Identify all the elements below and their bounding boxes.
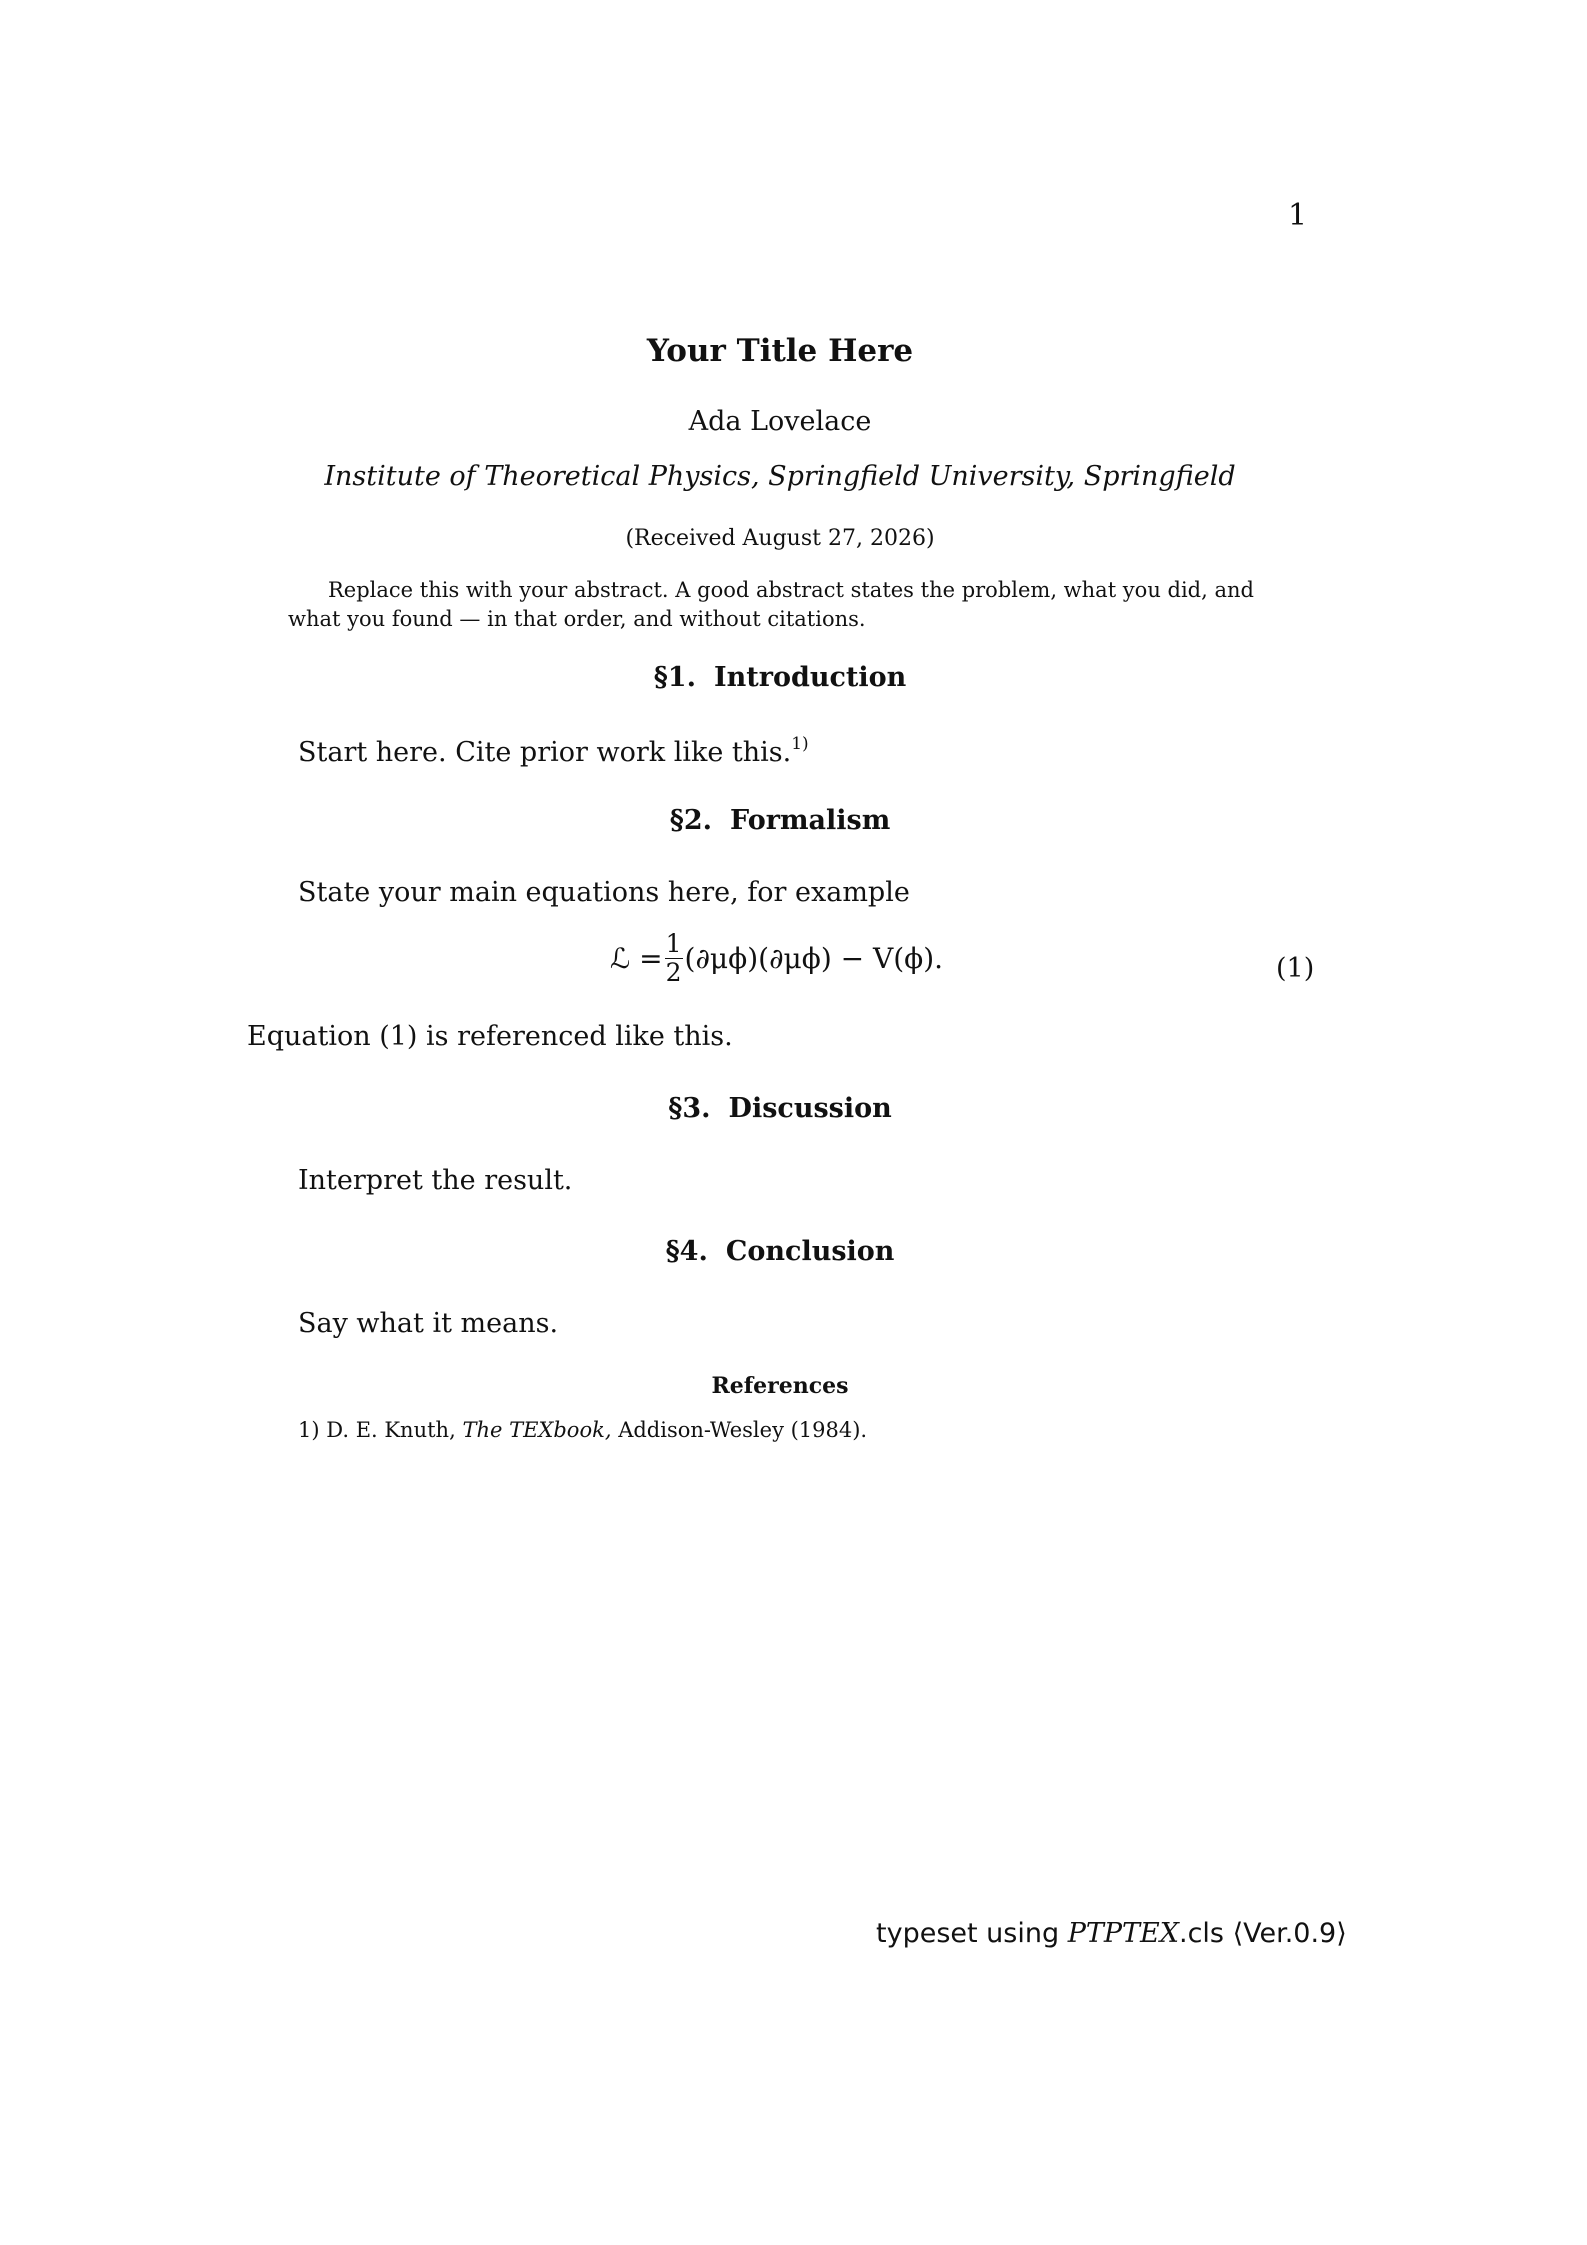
- equation-lhs: ℒ =: [610, 942, 663, 975]
- footer-suffix: .cls ⟨Ver.0.9⟩: [1178, 1918, 1347, 1949]
- section-title: Introduction: [714, 662, 907, 693]
- reference-authors: D. E. Knuth,: [326, 1418, 456, 1442]
- citation-marker[interactable]: 1): [791, 734, 809, 754]
- section-title: Discussion: [728, 1093, 892, 1124]
- paper-title: Your Title Here: [646, 333, 914, 369]
- section-heading-conclusion: [0, 1236, 1560, 1267]
- section-heading-introduction: [0, 662, 1560, 693]
- section-number: §3.: [668, 1093, 711, 1124]
- section-body-conclusion: Say what it means.: [298, 1308, 559, 1339]
- section-number: §4.: [665, 1236, 708, 1267]
- fraction-denominator: 2: [665, 958, 682, 987]
- section-title: Formalism: [730, 805, 891, 836]
- author-name: Ada Lovelace: [688, 406, 872, 437]
- fraction-numerator: 1: [665, 929, 682, 958]
- section-number: §2.: [669, 805, 713, 836]
- section-heading-formalism: [0, 805, 1560, 836]
- reference-entry: [298, 1418, 867, 1442]
- equation-reference-text: Equation (1) is referenced like this.: [247, 1021, 733, 1052]
- affiliation: Institute of Theoretical Physics, Springfield University, Springfield: [324, 461, 1236, 492]
- equation-fraction: [665, 930, 683, 987]
- paragraph-text: Start here. Cite prior work like this.: [298, 737, 792, 768]
- page-number: 1: [1288, 198, 1308, 233]
- equation-number: (1): [1276, 953, 1315, 984]
- section-title: Conclusion: [725, 1236, 895, 1267]
- reference-title: The TEXbook,: [462, 1418, 612, 1442]
- abstract: Replace this with your abstract. A good abstract states the problem, what you did, and what you found — in that order, and without citations.: [288, 578, 1254, 631]
- section-number: §1.: [653, 662, 696, 693]
- section-body-formalism: State your main equations here, for example: [298, 877, 910, 908]
- reference-label: 1): [298, 1418, 320, 1442]
- references-heading: References: [711, 1373, 849, 1399]
- footer-brand: PTPTEX: [1067, 1918, 1179, 1949]
- typeset-footer: [876, 1918, 1347, 1949]
- section-body-introduction: [298, 734, 809, 768]
- equation-rhs: (∂μϕ)(∂μϕ) − V(ϕ).: [684, 942, 944, 975]
- reference-publisher: Addison-Wesley (1984).: [618, 1418, 868, 1442]
- footer-prefix: typeset using: [876, 1918, 1060, 1949]
- section-heading-discussion: [0, 1093, 1560, 1124]
- equation-lagrangian: [610, 930, 943, 987]
- received-date: (Received August 27, 2026): [625, 526, 935, 551]
- section-body-discussion: Interpret the result.: [298, 1165, 573, 1196]
